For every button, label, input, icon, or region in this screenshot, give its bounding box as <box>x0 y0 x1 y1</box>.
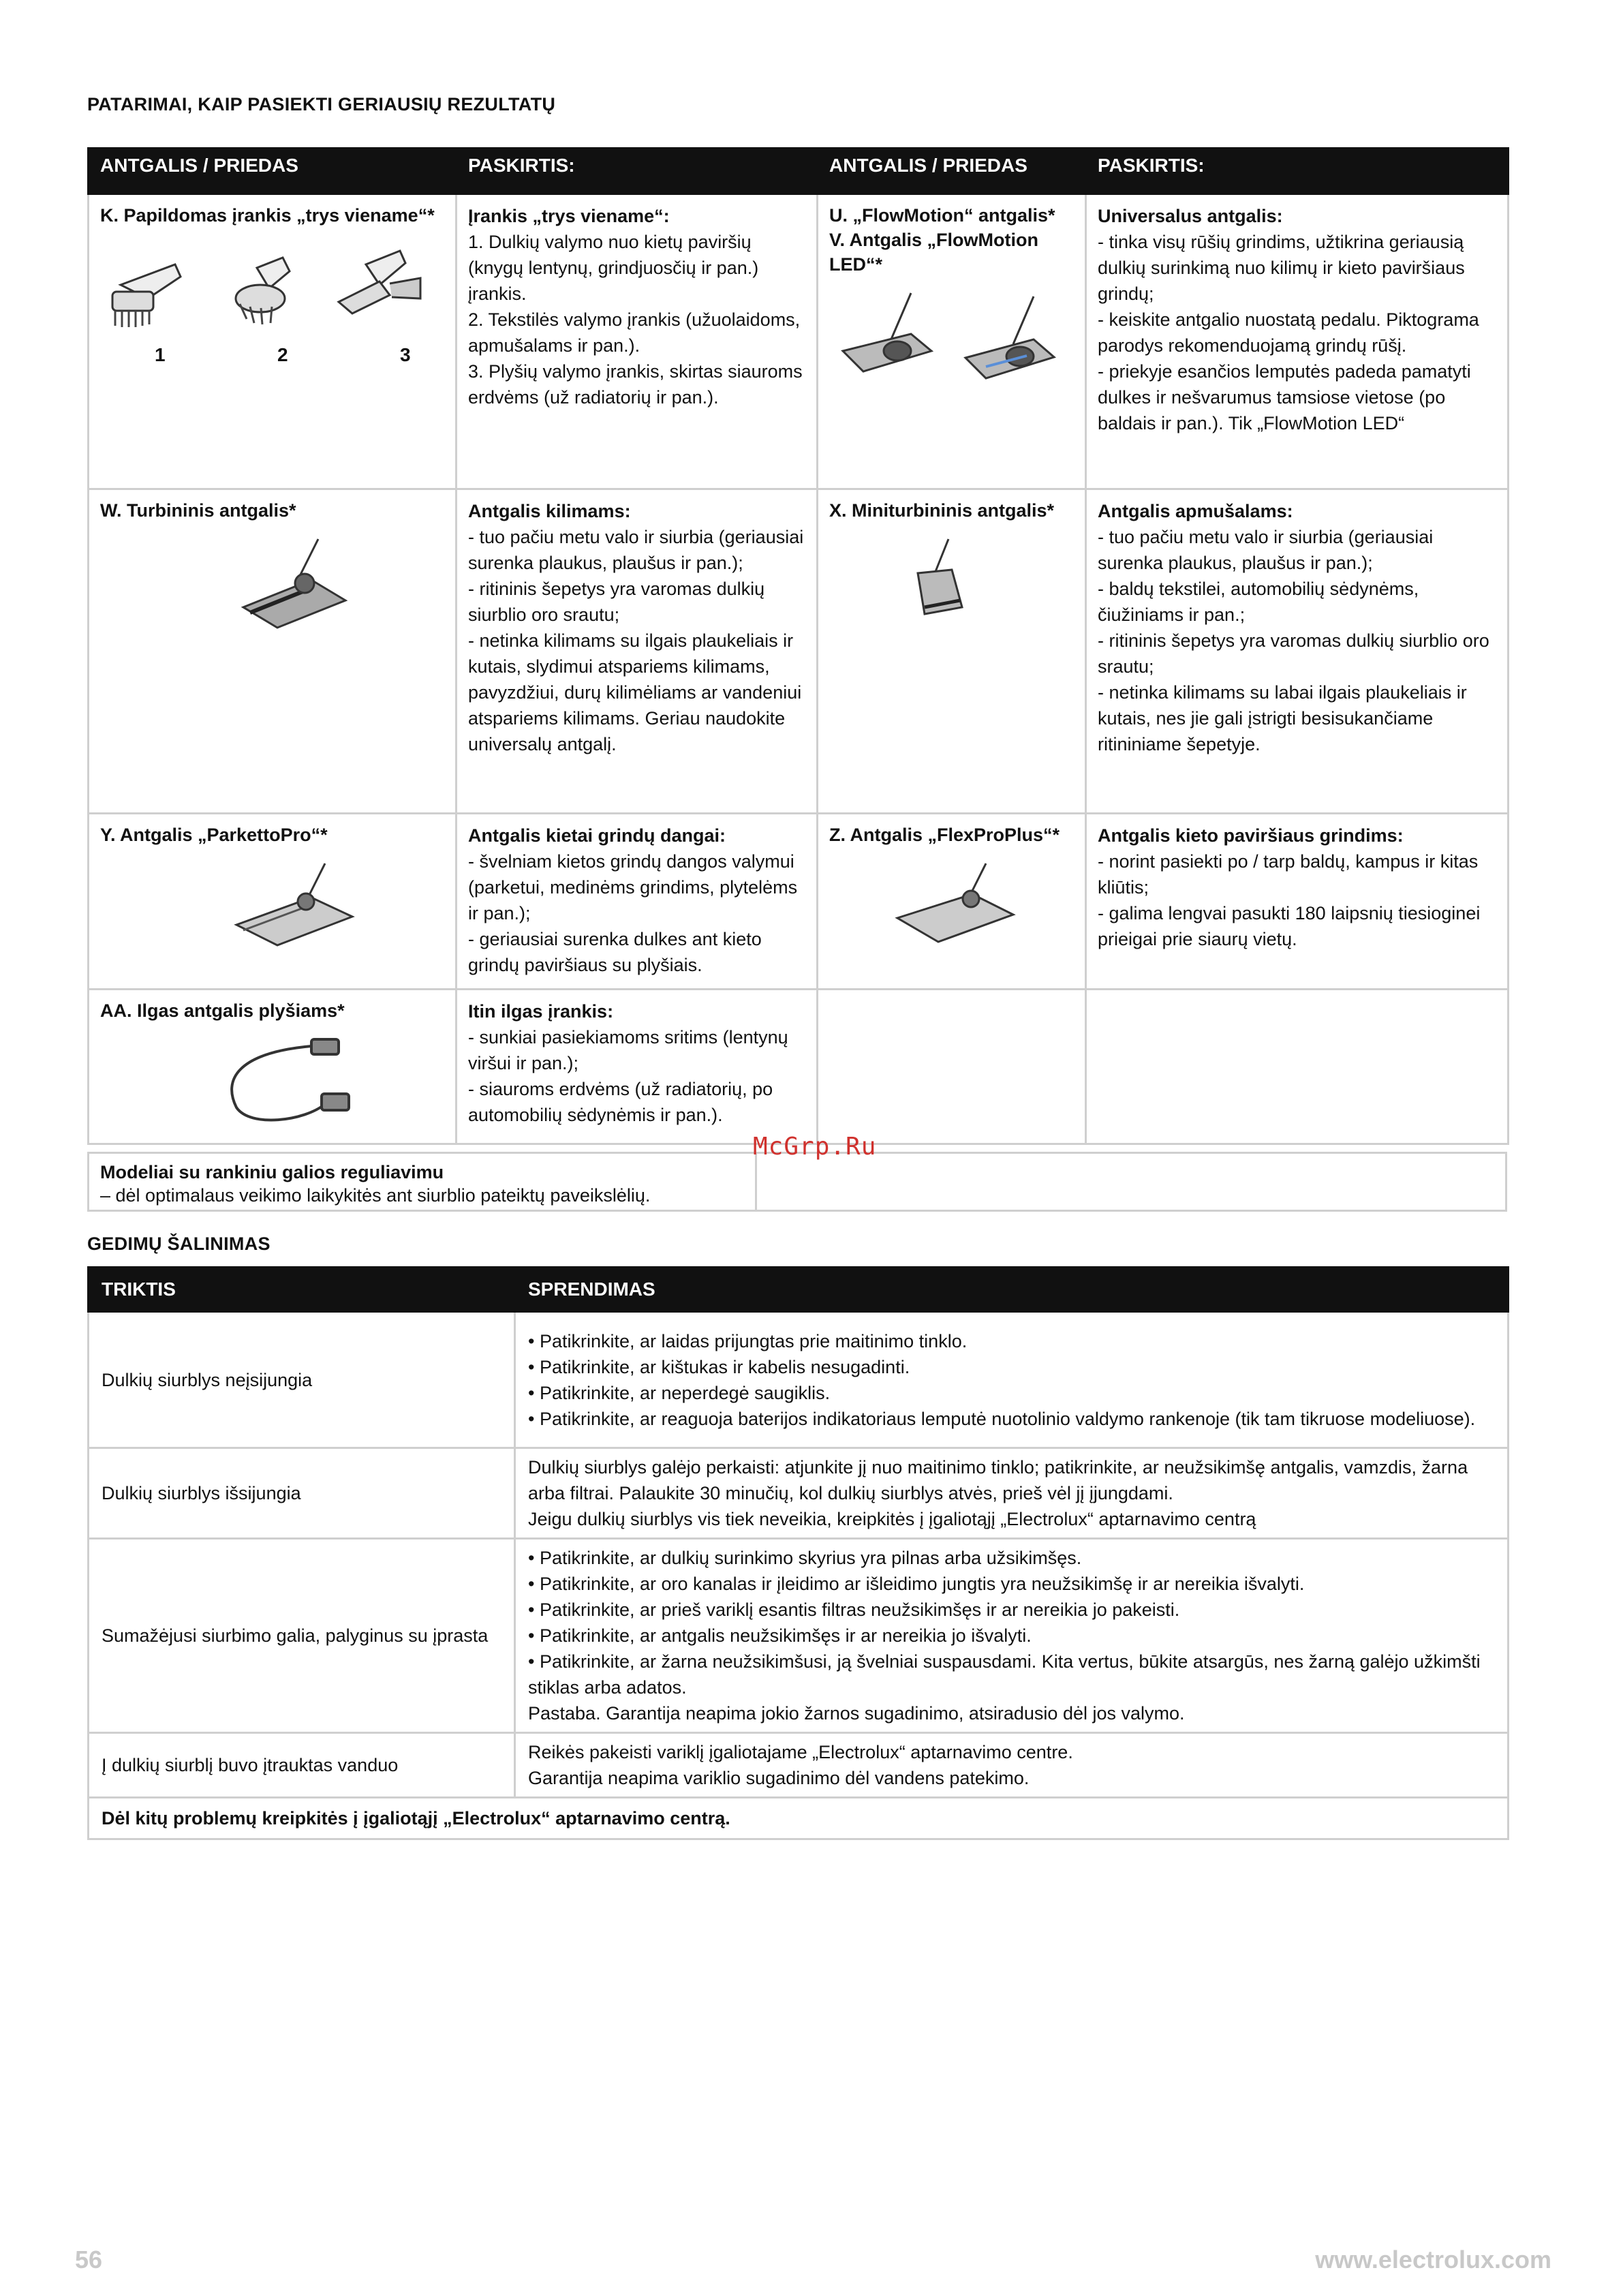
solution-line: • Patikrinkite, ar prieš variklį esantis filtras neužsikimšęs ir ar nereikia jo pakeisti. <box>528 1599 1180 1620</box>
tips-row <box>89 990 1509 1144</box>
purpose-body: - tuo pačiu metu valo ir siurbia (geriausiai surenka plaukus, plaušus ir pan.); - baldų tekstilei, automobilių sėdynėms, čiužiniams ir pan.; - ritininis šepetys yra varomas dulkių siurblio oro srautu; - netinka kilimams su labai ilgais plaukeliais ir kutais, nes jie gali įstrigti besisukančiame ritininiame šepetyje. <box>1098 527 1489 754</box>
attachment-name: W. Turbininis antgalis* <box>100 500 296 521</box>
solution-line: Pastaba. Garantija neapima jokio žarnos sugadinimo, atsiradusio dėl jos valymo. <box>528 1703 1185 1724</box>
solution-line: • Patikrinkite, ar žarna neužsikimšusi, ją švelniai suspausdami. Kita vertus, būkite atsargūs, nes žarną galėjo užkimšti stiklas arba adatos. <box>528 1651 1481 1698</box>
purpose-body: - sunkiai pasiekiamoms sritims (lentynų viršui ir pan.); - siauroms erdvėms (už radiatorių, po automobilių sėdynėmis ir pan.). <box>468 1027 788 1125</box>
attachment-name: U. „FlowMotion“ antgalis* V. Antgalis „FlowMotion LED“* <box>829 205 1055 275</box>
purpose-title: Antgalis kieto paviršiaus grindims: <box>1098 825 1404 846</box>
purpose-cell <box>1086 814 1509 990</box>
attachment-cell <box>89 814 457 990</box>
troubleshooting-footer-row <box>89 1798 1509 1839</box>
purpose-title: Antgalis apmušalams: <box>1098 501 1293 521</box>
purpose-body: - švelniam kietos grindų dangos valymui (parketui, medinėms grindims, plytelėms ir pan.); - geriausiai surenka dulkes ant kieto grindų paviršiaus su plyšiais. <box>468 851 798 975</box>
flexproplus-nozzle-illustration <box>829 857 1075 959</box>
power-control-notice <box>87 1152 1507 1212</box>
problem-cell: Sumažėjusi siurbimo galia, palyginus su įprasta <box>89 1539 515 1733</box>
purpose-body: - norint pasiekti po / tarp baldų, kampus ir kitas kliūtis; - galima lengvai pasukti 180 laipsnių tiesioginei prieigai prie siaurų vietų. <box>1098 851 1481 949</box>
troubleshooting-table <box>87 1266 1509 1840</box>
empty-cell <box>1086 990 1509 1144</box>
flowmotion-nozzle-illustration <box>829 286 1075 402</box>
mini-turbo-nozzle-illustration <box>829 532 1075 641</box>
tips-header-row <box>89 149 1509 194</box>
attachment-cell <box>89 489 457 814</box>
tips-heading: PATARIMAI, KAIP PASIEKTI GERIAUSIŲ REZULTATŲ <box>87 94 556 114</box>
col-header-purpose: PASKIRTIS: <box>457 149 818 194</box>
problem-cell: Dulkių siurblys išsijungia <box>89 1448 515 1539</box>
tips-row <box>89 489 1509 814</box>
purpose-title: Antgalis kilimams: <box>468 501 631 521</box>
attachment-cell <box>818 489 1086 814</box>
turbo-nozzle-illustration <box>141 532 482 655</box>
solution-cell <box>515 1539 1509 1733</box>
solution-cell <box>515 1312 1509 1448</box>
attachment-name: K. Papildomas įrankis „trys viename“* <box>100 205 435 226</box>
parketto-nozzle-illustration <box>127 857 468 959</box>
purpose-body: - tinka visų rūšių grindims, užtikrina geriausią dulkių surinkimą nuo kilimų ir kieto paviršiaus grindų; - keiskite antgalio nuostatą pedalu. Piktograma parodys rekomenduojamą grindų rūšį. - priekyje esančios lemputės padeda pamatyti dulkes ir nešvarumus tamsiose vietose (po baldais ir pan.). Tik „FlowMotion LED“ <box>1098 232 1479 433</box>
troubleshooting-row <box>89 1312 1509 1448</box>
empty-cell <box>818 990 1086 1144</box>
purpose-title: Universalus antgalis: <box>1098 206 1283 226</box>
solution-line: • Patikrinkite, ar oro kanalas ir įleidimo ar išleidimo jungtis yra neužsikimšę ir ar nereikia išvalyti. <box>528 1574 1305 1594</box>
col-header-solution: SPRENDIMAS <box>515 1268 1509 1312</box>
problem-cell: Į dulkių siurblį buvo įtrauktas vanduo <box>89 1733 515 1798</box>
website-link[interactable]: www.electrolux.com <box>1315 2246 1551 2274</box>
page-number: 56 <box>75 2246 103 2274</box>
purpose-cell <box>1086 489 1509 814</box>
troubleshooting-row <box>89 1733 1509 1798</box>
solution-line: • Patikrinkite, ar dulkių surinkimo skyrius yra pilnas arba užsikimšęs. <box>528 1548 1082 1568</box>
watermark: McGrp.Ru <box>753 1133 877 1161</box>
purpose-title: Įrankis „trys viename“: <box>468 206 670 226</box>
solution-line: Reikės pakeisti variklį įgaliotajame „Electrolux“ aptarnavimo centre. <box>528 1742 1073 1762</box>
purpose-body: 1. Dulkių valymo nuo kietų paviršių (knygų lentynų, grindjuosčių ir pan.) įrankis. 2. Tekstilės valymo įrankis (užuolaidoms, apmušalams ir pan.). 3. Plyšių valymo įrankis, skirtas siauroms erdvėms (už radiatorių ir pan.). <box>468 232 803 408</box>
solution-cell <box>515 1733 1509 1798</box>
attachment-name: Y. Antgalis „ParkettoPro“* <box>100 825 328 845</box>
purpose-body: - tuo pačiu metu valo ir siurbia (geriausiai surenka plaukus, plaušus ir pan.); - ritininis šepetys yra varomas dulkių siurblio oro srautu; - netinka kilimams su ilgais plaukeliais ir kutais, slydimui atspariems kilimams, pavyzdžiui, durų kilimėliams ar vandeniui atspariems kilimams. Geriau naudokite universalų antgalį. <box>468 527 804 754</box>
attachment-cell <box>818 814 1086 990</box>
troubleshooting-row <box>89 1539 1509 1733</box>
tool-label-3: 3 <box>400 344 411 365</box>
purpose-cell <box>457 814 818 990</box>
attachment-cell <box>818 194 1086 489</box>
notice-title: Modeliai su rankiniu galios reguliavimu <box>100 1162 444 1182</box>
troubleshooting-footer: Dėl kitų problemų kreipkitės į įgaliotąjį „Electrolux“ aptarnavimo centrą. <box>89 1798 1509 1839</box>
purpose-title: Itin ilgas įrankis: <box>468 1001 614 1022</box>
solution-line: • Patikrinkite, ar reaguoja baterijos indikatoriaus lemputė nuotolinio valdymo rankenoje (tik tam tikruose modeliuose). <box>528 1408 1476 1429</box>
purpose-cell <box>457 489 818 814</box>
tips-row <box>89 194 1509 489</box>
col-header-attachment: ANTGALIS / PRIEDAS <box>89 149 457 194</box>
attachment-name: Z. Antgalis „FlexProPlus“* <box>829 825 1060 845</box>
solution-line: • Patikrinkite, ar laidas prijungtas prie maitinimo tinklo. <box>528 1330 968 1351</box>
tips-row <box>89 814 1509 990</box>
solution-line: Dulkių siurblys galėjo perkaisti: atjunkite jį nuo maitinimo tinklo; patikrinkite, ar neužsikimšę antgalis, vamzdis, žarna arba filtrai. Palaukite 30 minučių, kol dulkių siurblys atvės, prieš vėl jį įjungdami. <box>528 1457 1468 1503</box>
troubleshooting-heading: GEDIMŲ ŠALINIMAS <box>87 1234 270 1254</box>
notice-body: – dėl optimalaus veikimo laikykitės ant siurblio pateiktų paveikslėlių. <box>100 1185 651 1206</box>
attachment-name: X. Miniturbininis antgalis* <box>829 500 1055 521</box>
three-in-one-tool-illustration <box>100 237 441 373</box>
notice-text <box>89 1154 757 1210</box>
long-crevice-tool-illustration <box>127 1032 468 1135</box>
tips-table <box>87 147 1509 1145</box>
tool-label-1: 1 <box>155 344 166 365</box>
purpose-title: Antgalis kietai grindų dangai: <box>468 825 726 846</box>
purpose-cell <box>457 194 818 489</box>
purpose-cell <box>457 990 818 1144</box>
attachment-cell <box>89 194 457 489</box>
col-header-problem: TRIKTIS <box>89 1268 515 1312</box>
troubleshooting-row <box>89 1448 1509 1539</box>
solution-line: • Patikrinkite, ar antgalis neužsikimšęs ir ar nereikia jo išvalyti. <box>528 1625 1032 1646</box>
purpose-cell <box>1086 194 1509 489</box>
col-header-purpose-2: PASKIRTIS: <box>1086 149 1509 194</box>
attachment-name: AA. Ilgas antgalis plyšiams* <box>100 1000 345 1021</box>
solution-line: Garantija neapima variklio sugadinimo dėl vandens patekimo. <box>528 1768 1030 1788</box>
problem-cell: Dulkių siurblys neįsijungia <box>89 1312 515 1448</box>
col-header-attachment-2: ANTGALIS / PRIEDAS <box>818 149 1086 194</box>
attachment-cell <box>89 990 457 1144</box>
solution-line: • Patikrinkite, ar kištukas ir kabelis nesugadinti. <box>528 1356 910 1377</box>
solution-line: • Patikrinkite, ar neperdegė saugiklis. <box>528 1382 831 1403</box>
solution-line: Jeigu dulkių siurblys vis tiek neveikia, kreipkitės į įgaliotąjį „Electrolux“ aptarnavimo centrą <box>528 1509 1256 1529</box>
tool-label-2: 2 <box>277 344 288 365</box>
solution-cell <box>515 1448 1509 1539</box>
troubleshooting-header-row <box>89 1268 1509 1312</box>
